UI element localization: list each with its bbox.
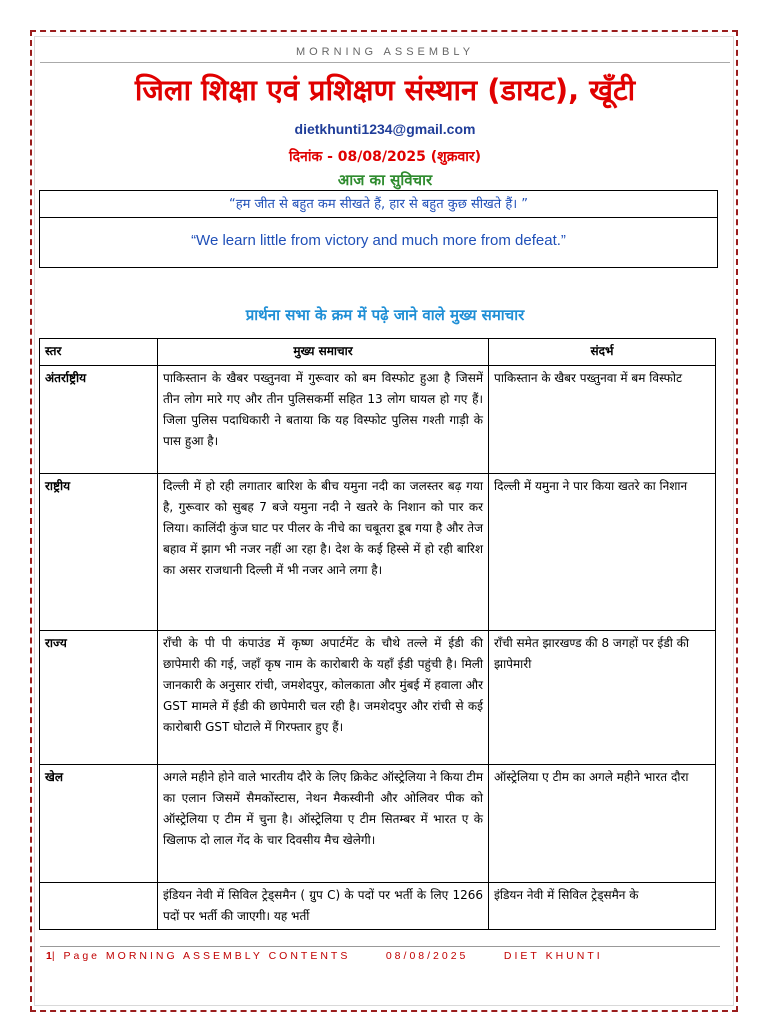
table-header-row xyxy=(40,339,716,366)
table-row xyxy=(40,883,716,930)
institute-email: dietkhunti1234@gmail.com xyxy=(294,121,476,137)
news-heading: प्रार्थना सभा के क्रम में पढ़े जाने वाले मुख्य समाचार xyxy=(245,306,525,324)
row-reference: ऑस्ट्रेलिया ए टीम का अगले महीने भारत दौरा xyxy=(489,765,716,883)
row-level: अंतर्राष्ट्रीय xyxy=(40,366,158,474)
institute-title: जिला शिक्षा एवं प्रशिक्षण संस्थान (डायट), खूँटी xyxy=(134,73,636,107)
footer-date: 08/08/2025 xyxy=(385,950,469,962)
row-level xyxy=(40,883,158,930)
row-news: इंडियन नेवी में सिविल ट्रेड्समैन ( ग्रुप C) के पदों पर भर्ती के लिए 1266 पदों पर भर्ती की जाएगी। यह भर्ती xyxy=(158,883,489,930)
page-number: 1 xyxy=(46,950,52,962)
row-news: पाकिस्तान के खैबर पख्तुनवा में गुरूवार को बम विस्फोट हुआ है जिसमें तीन लोग मारे गए और तीन पुलिसकर्मी सहित 13 लोग घायल हो गए हैं। जिला पुलिस पदाधिकारी ने बताया कि यह विस्फोट पुलिस गश्ती गाड़ी के पास हुआ है। xyxy=(158,366,489,474)
table-row xyxy=(40,631,716,765)
header-divider xyxy=(40,62,730,63)
table-row xyxy=(40,765,716,883)
assembly-date: दिनांक - 08/08/2025 (शुक्रवार) xyxy=(288,149,481,165)
page-break-mask xyxy=(39,938,716,946)
row-reference: इंडियन नेवी में सिविल ट्रेड्समैन के xyxy=(489,883,716,930)
column-header-level: स्तर xyxy=(40,339,158,366)
table-row xyxy=(40,474,716,631)
row-level: राज्य xyxy=(40,631,158,765)
footer-divider xyxy=(40,946,720,947)
thought-english: “We learn little from victory and much more from defeat.” xyxy=(191,232,566,249)
footer-org: DIET KHUNTI xyxy=(503,950,603,962)
row-news: अगले महीने होने वाले भारतीय दौरे के लिए क्रिकेट ऑस्ट्रेलिया ने किया टीम का एलान जिसमें सैमकोंस्टास, नेथन मैकस्वीनी और ओलिवर पीक को ऑस्ट्रेलिया ए टीम में चुना है। ऑस्ट्रेलिया ए टीम सितम्बर में भारत ए के खिलाफ दो लाल गेंद के चार दिवसीय मैच खेलेगी। xyxy=(158,765,489,883)
news-table xyxy=(39,338,716,930)
row-news: राँची के पी पी कंपाउंड में कृष्ण अपार्टमेंट के चौथे तल्ले में ईडी की छापेमारी की गई, जहाँ कृष नाम के कारोबारी के यहाँ ईडी पहुंची है। मिली जानकारी के अनुसार रांची, जमशेदपुर, कोलकाता और मुंबई में हवाला और GST मामले में ईडी की छापेमारी चल रही है। जमशेदपुर और रांची से कई कारोबारी GST घोटाले में गिरफ्तार हुए हैं। xyxy=(158,631,489,765)
footer-label: | Page MORNING ASSEMBLY CONTENTS xyxy=(51,950,351,962)
row-reference: दिल्ली में यमुना ने पार किया खतरे का निशान xyxy=(489,474,716,631)
page-footer xyxy=(46,950,726,962)
column-header-reference: संदर्भ xyxy=(489,339,716,366)
column-header-news: मुख्य समाचार xyxy=(158,339,489,366)
row-reference: पाकिस्तान के खैबर पख्तुनवा में बम विस्फोट xyxy=(489,366,716,474)
header-label: MORNING ASSEMBLY xyxy=(295,46,475,58)
row-level: राष्ट्रीय xyxy=(40,474,158,631)
row-level: खेल xyxy=(40,765,158,883)
thought-hindi: “हम जीत से बहुत कम सीखते हैं, हार से बहुत कुछ सीखते हैं। ” xyxy=(228,197,529,212)
row-news: दिल्ली में हो रही लगातार बारिश के बीच यमुना नदी का जलस्तर बढ़ गया है, गुरूवार को सुबह 7 बजे यमुना नदी ने खतरे के निशान को पार कर लिया। कालिंदी कुंज घाट पर पीलर के नीचे का चबूतरा डूब गया है और तेज बहाव में झाग भी नजर नहीं आ रहा है। देश के कई हिस्से में हो रही बारिश का असर राजधानी दिल्ली में भी नजर आने लगा है। xyxy=(158,474,489,631)
row-reference: राँची समेत झारखण्ड की 8 जगहों पर ईडी की झापेमारी xyxy=(489,631,716,765)
thought-divider xyxy=(40,217,717,218)
thought-title: आज का सुविचार xyxy=(337,171,433,189)
thought-box xyxy=(39,190,718,268)
table-row xyxy=(40,366,716,474)
